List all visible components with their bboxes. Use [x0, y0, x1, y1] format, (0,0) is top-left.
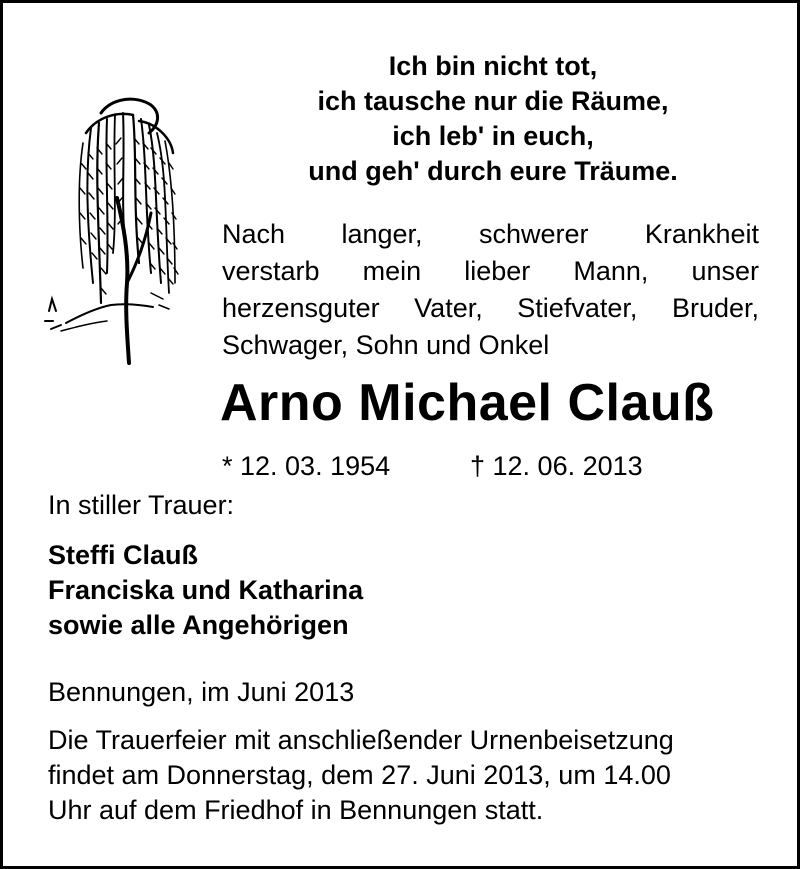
funeral-line: Uhr auf dem Friedhof in Bennungen statt. [48, 795, 544, 825]
death-date: † 12. 06. 2013 [470, 451, 643, 481]
intro-line: herzensguter Vater, Stiefvater, Bruder, [222, 293, 759, 323]
intro-line: Schwager, Sohn und Onkel [222, 330, 550, 360]
poem-line: ich tausche nur die Räume, [317, 86, 669, 116]
mourning-label: In stiller Trauer: [48, 490, 235, 520]
intro-line: verstarb mein lieber Mann, unser [222, 256, 759, 286]
funeral-line: findet am Donnerstag, dem 27. Juni 2013, um 14.00 [48, 760, 671, 790]
funeral-line: Die Trauerfeier mit anschließender Urnenbeisetzung [48, 725, 674, 755]
birth-date: * 12. 03. 1954 [222, 451, 391, 481]
mourner: Franciska und Katharina [48, 575, 364, 605]
weeping-willow-icon [41, 93, 191, 365]
place-date: Bennungen, im Juni 2013 [48, 677, 355, 707]
intro-text [222, 216, 759, 364]
mourner: sowie alle Angehörigen [48, 610, 349, 640]
intro-line: Nach langer, schwerer Krankheit [222, 219, 759, 249]
funeral-info [48, 723, 674, 828]
mourners-list [48, 538, 363, 643]
poem-line: Ich bin nicht tot, [388, 51, 598, 81]
poem-line: ich leb' in euch, [392, 121, 594, 151]
poem [233, 49, 753, 189]
mourner: Steffi Clauß [48, 540, 199, 570]
poem-line: und geh' durch eure Träume. [308, 156, 678, 186]
deceased-name: Arno Michael Clauß [220, 374, 715, 432]
